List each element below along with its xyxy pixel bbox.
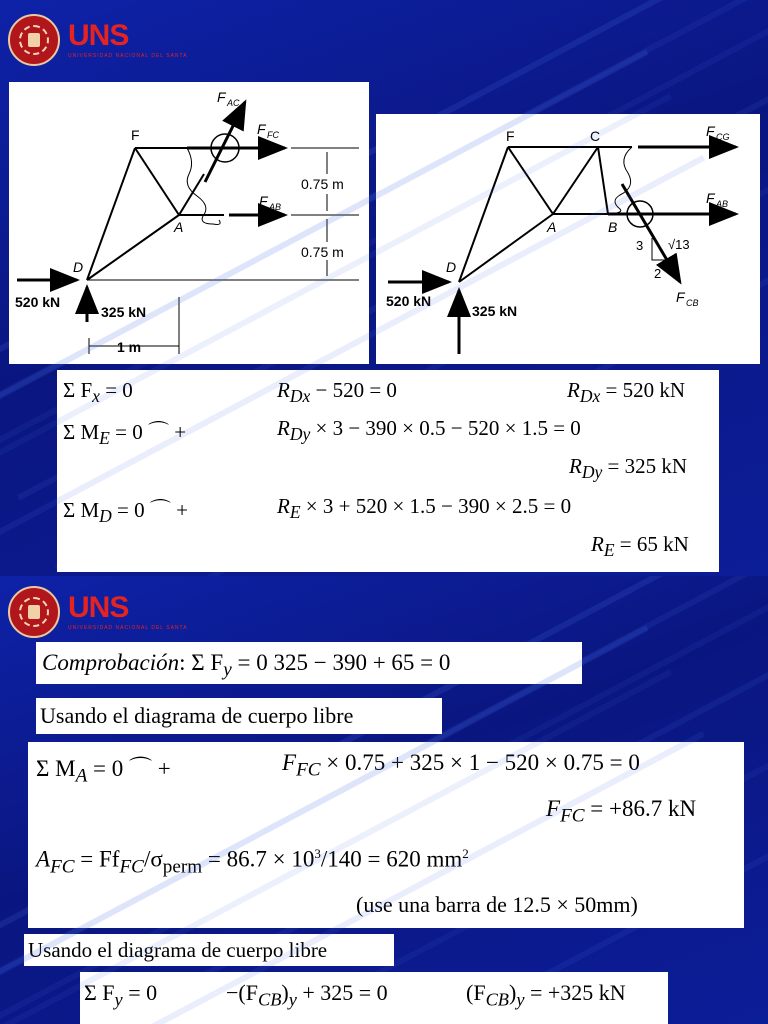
load-horizontal-label: 520 kN: [15, 294, 61, 310]
node-d-label: D: [446, 259, 457, 275]
fcb-equations: [80, 972, 668, 1024]
truss-left-svg: [9, 82, 369, 364]
eq-rdx-result: $R_{Dx} = 520$ kN: [567, 378, 685, 407]
eq-rdx-balance: $R_{Dx} - 520 = 0$: [277, 378, 397, 407]
eq-sum-fx: Σ $F_x = 0$: [63, 378, 133, 407]
force-fac-sub: AC: [227, 98, 240, 108]
logo-subtitle: UNIVERSIDAD NACIONAL DEL SANTA: [68, 625, 188, 631]
university-seal-icon: [8, 586, 60, 638]
node-b-label: B: [608, 219, 618, 235]
university-logo: [8, 14, 188, 66]
force-fab-label: F: [706, 190, 715, 206]
eq-afc-area: $A_{FC} = Ff_{FC}/\sigma_{perm} = 86.7 \times 10^3/140 = 620$ $mm^2$: [36, 846, 469, 878]
force-fab-sub: AB: [716, 199, 729, 209]
force-fac-label: F: [217, 89, 226, 105]
truss-right-svg: [376, 114, 760, 364]
force-fab-sub: AB: [269, 202, 282, 212]
eq-fcb-balance: $-(F_{CB})_y + 325 = 0$: [226, 980, 388, 1010]
slope-2-label: 2: [654, 266, 662, 281]
university-seal-icon: [8, 14, 60, 66]
equilibrium-equations: [57, 370, 719, 572]
eq-ffc-balance: $F_{FC} \times 0.75 + 325 \times 1 - 520 \times 0.75 = 0$: [282, 750, 640, 781]
slope-hyp-label: √13: [668, 237, 690, 252]
heading-free-body-2: Usando el diagrama de cuerpo libre: [28, 938, 328, 962]
force-fab-label: F: [259, 193, 268, 209]
heading-free-body-1: Usando el diagrama de cuerpo libre: [40, 703, 354, 728]
fc-equations: [28, 742, 744, 928]
logo-title: UNS: [68, 591, 129, 624]
load-horizontal-label: 520 kN: [386, 293, 432, 309]
eq-ffc-result: $F_{FC} = +86.7$ kN: [546, 796, 697, 827]
node-a-label: A: [174, 219, 184, 235]
eq-sum-ma: Σ $M_A = 0$ ⌒ +: [36, 756, 171, 787]
eq-check: Comprobación: Σ $F_y = 0$ 325 − 390 + 65 = 0: [42, 650, 451, 681]
force-fcb-label: F: [676, 289, 685, 305]
heading-box-2: [24, 934, 394, 966]
span-label: 1 m: [117, 339, 142, 355]
dimension-upper: 0.75 m: [301, 176, 344, 192]
slide-2: [0, 576, 768, 1024]
load-vertical-label: 325 kN: [472, 303, 518, 319]
force-fcg-label: F: [706, 123, 715, 139]
eq-sum-md: Σ $M_D = 0$ ⌒ +: [63, 498, 188, 527]
force-ffc-sub: FC: [267, 130, 279, 140]
eq-rdy-result: $R_{Dy} = 325$ kN: [569, 454, 687, 483]
force-fcb-sub: CB: [686, 298, 699, 308]
heading-box-1: [36, 698, 442, 734]
university-logo: [8, 586, 188, 638]
check-box: [36, 642, 582, 684]
truss-diagram-left: [9, 82, 369, 364]
force-ffc-label: F: [257, 121, 266, 137]
force-fcg-sub: CG: [716, 132, 730, 142]
truss-diagram-right: [376, 114, 760, 364]
node-f-label: F: [131, 127, 140, 143]
node-a-label: A: [547, 219, 557, 235]
eq-fcb-result: $(F_{CB})_y = +325$ kN: [466, 980, 626, 1010]
load-vertical-label: 325 kN: [101, 304, 147, 320]
eq-sum-fy: Σ $F_y = 0$: [84, 980, 158, 1010]
eq-rdy-balance: $R_{Dy} \times 3 - 390 \times 0.5 - 520 \times 1.5 = 0$: [277, 416, 581, 445]
logo-subtitle: UNIVERSIDAD NACIONAL DEL SANTA: [68, 53, 188, 59]
eq-re-result: $R_E = 65$ kN: [591, 532, 689, 561]
bar-recommendation: (use una barra de 12.5 × 50mm): [356, 892, 638, 917]
logo-title: UNS: [68, 19, 129, 52]
eq-sum-me: Σ $M_E = 0$ ⌒ +: [63, 420, 187, 449]
dimension-lower: 0.75 m: [301, 244, 344, 260]
node-c-label: C: [590, 128, 601, 144]
node-d-label: D: [73, 259, 84, 275]
node-f-label: F: [506, 128, 515, 144]
slope-3-label: 3: [636, 238, 644, 253]
eq-re-balance: $R_E \times 3 + 520 \times 1.5 - 390 \times 2.5 = 0$: [277, 494, 572, 523]
